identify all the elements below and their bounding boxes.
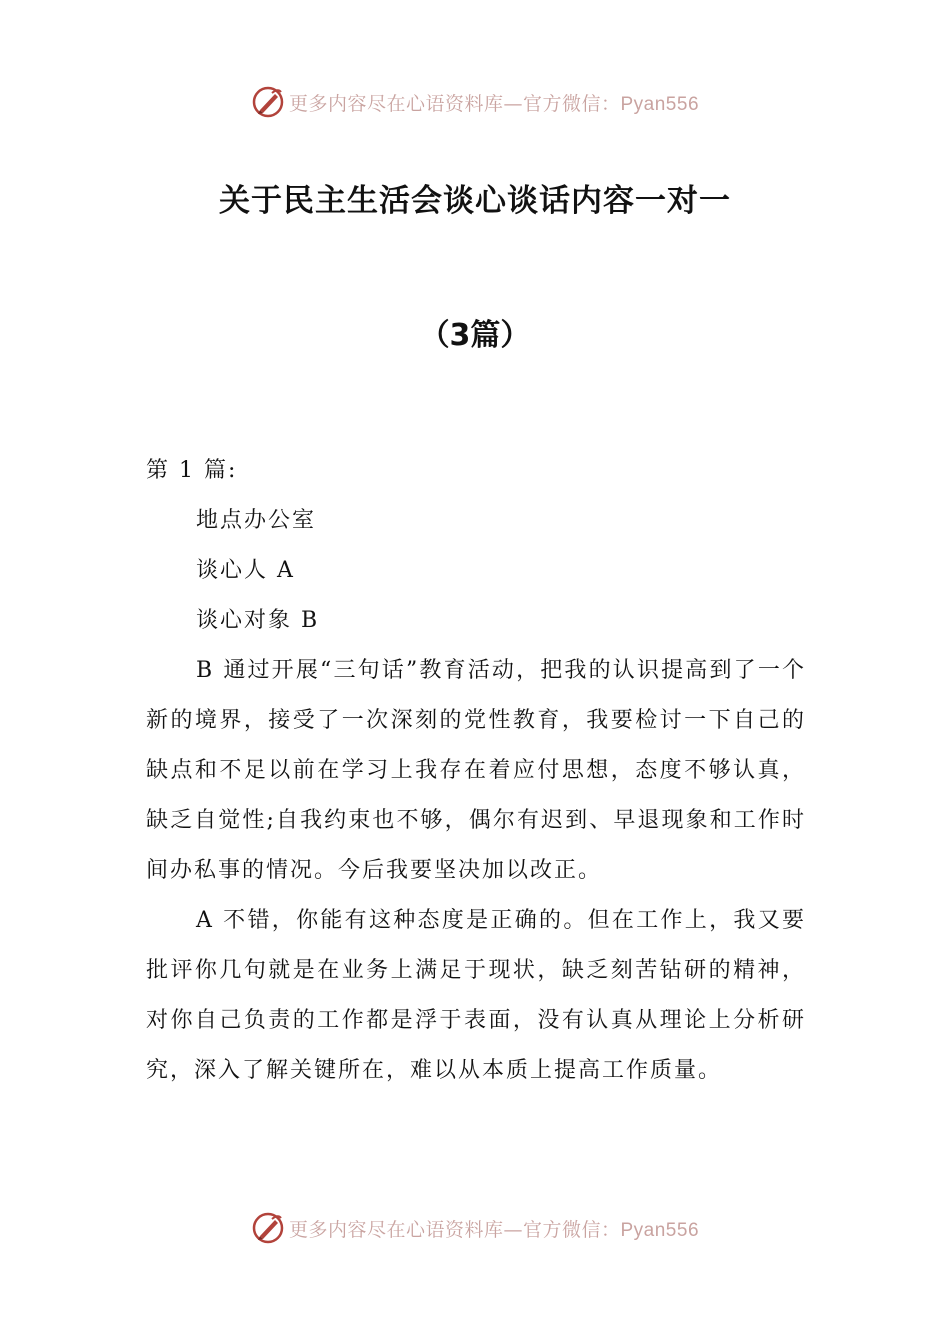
document-body: [146, 446, 806, 1096]
wechat-id: Pyan556: [620, 93, 700, 115]
watermark-text: 更多内容尽在心语资料库—官方微信：Pyan556: [288, 92, 700, 115]
wechat-id: Pyan556: [620, 1219, 700, 1241]
document-subtitle: （3篇）: [419, 318, 531, 353]
paragraph-a: A 不错，你能有这种态度是正确的。但在工作上，我又要批评你几句就是在业务上满足于现状，缺乏刻苦钻研的精神，对你自己负责的工作都是浮于表面，没有认真从理论上分析研究，深入了解关键所在，难以从本质上提高工作质量。: [146, 908, 806, 1083]
paragraph-b: B 通过开展“三句话”教育活动，把我的认识提高到了一个新的境界，接受了一次深刻的党性教育，我要检讨一下自己的缺点和不足以前在学习上我存在着应付思想，态度不够认真，缺乏自觉性;自我约束也不够，偶尔有迟到、早退现象和工作时间办私事的情况。今后我要坚决加以改正。: [146, 658, 806, 883]
pen-quill-logo-icon: [251, 1211, 285, 1245]
footer-watermark-banner: [0, 1208, 950, 1248]
meta-target: 谈心对象 B: [196, 608, 320, 633]
meta-talker: 谈心人 A: [196, 558, 295, 583]
header-watermark-banner: [0, 82, 950, 122]
section-label: 第 1 篇:: [146, 458, 238, 483]
document-title: 关于民主生活会谈心谈话内容一对一: [219, 183, 731, 219]
watermark-text: 更多内容尽在心语资料库—官方微信：Pyan556: [288, 1218, 700, 1241]
meta-location: 地点办公室: [196, 508, 317, 533]
pen-quill-logo-icon: [251, 85, 285, 119]
